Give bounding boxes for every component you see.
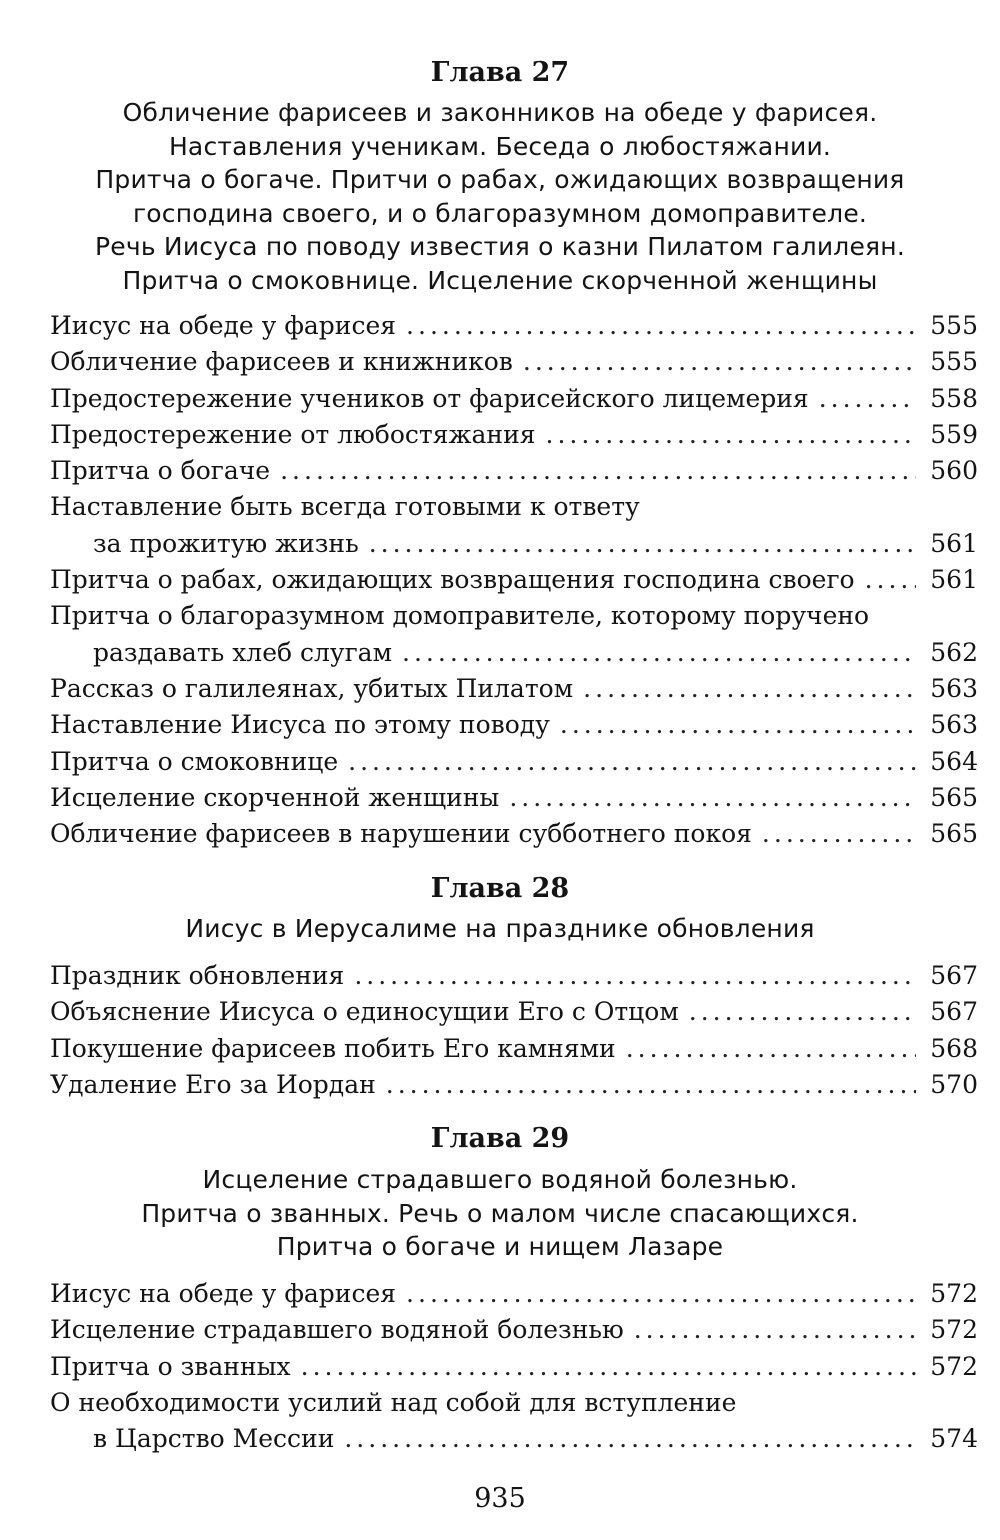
leader-dots — [626, 1031, 916, 1067]
entry-page-number: 559 — [930, 419, 978, 449]
summary-line: господина своего, и о благоразумном домоправителе. — [132, 198, 868, 228]
leader-dots — [865, 562, 916, 598]
entry-page-number: 564 — [930, 746, 978, 776]
summary-line: Притча о смоковнице. Исцеление скорченной женщины — [122, 265, 878, 295]
leader-dots — [402, 635, 916, 671]
entry-page-number: 558 — [930, 383, 978, 413]
toc-entries — [50, 1276, 978, 1457]
entry-page-number: 561 — [930, 528, 978, 558]
toc-entry[interactable] — [50, 308, 978, 344]
leader-dots — [354, 958, 916, 994]
toc-entry[interactable] — [50, 562, 978, 598]
entry-title: Иисус на обеде у фарисея — [50, 1279, 397, 1308]
leader-dots — [509, 780, 916, 816]
entry-page-number: 567 — [930, 997, 978, 1027]
entry-title: Притча о смоковнице — [50, 746, 339, 776]
toc-entry[interactable] — [50, 1276, 978, 1312]
toc-entries — [50, 308, 978, 852]
leader-dots — [560, 707, 916, 743]
entry-title: Обличение фарисеев и книжников — [50, 347, 513, 377]
entry-title: Наставление быть всегда готовыми к ответу — [50, 492, 640, 522]
entry-title: Предостережение учеников от фарисейского лицемерия — [50, 383, 809, 413]
leader-dots — [280, 453, 916, 489]
toc-entry[interactable] — [50, 1385, 978, 1458]
entry-title: Притча о благоразумном домоправителе, которому поручено — [50, 601, 870, 631]
toc-entry[interactable] — [50, 780, 978, 816]
chapter-summary — [0, 912, 1000, 946]
entry-page-number: 572 — [930, 1279, 978, 1308]
toc-entry[interactable] — [50, 816, 978, 852]
leader-dots — [583, 671, 916, 707]
chapter-summary — [0, 96, 1000, 297]
toc-entry[interactable] — [50, 453, 978, 489]
leader-dots — [386, 1067, 916, 1103]
toc-entry[interactable] — [50, 1312, 978, 1348]
entry-title: Исцеление скорченной женщины — [50, 782, 500, 812]
entry-title: Притча о богаче — [50, 456, 271, 486]
leader-dots — [762, 816, 916, 852]
entry-page-number: 565 — [930, 819, 978, 849]
entry-title-continuation: раздавать хлеб слугам — [93, 637, 393, 667]
toc-entry[interactable] — [50, 344, 978, 380]
chapter-title: Глава 28 — [430, 873, 570, 904]
summary-line: Притча о званных. Речь о малом числе спасающихся. — [141, 1198, 859, 1228]
entry-title: Удаление Его за Иордан — [50, 1069, 376, 1099]
summary-line: Исцеление страдавшего водяной болезнью. — [202, 1165, 798, 1194]
leader-dots — [344, 1421, 916, 1457]
entry-page-number: 570 — [930, 1069, 978, 1099]
entry-title: О необходимости усилий над собой для вступление — [50, 1387, 737, 1417]
toc-entry[interactable] — [50, 489, 978, 562]
leader-dots — [301, 1349, 916, 1385]
toc-entry[interactable] — [50, 994, 978, 1030]
entry-title: Обличение фарисеев в нарушении субботнего покоя — [50, 819, 752, 849]
entry-title-continuation: за прожитую жизнь — [93, 528, 359, 558]
entry-page-number: 561 — [930, 565, 978, 595]
summary-line: Наставления ученикам. Беседа о любостяжании. — [168, 131, 832, 161]
entry-title: Покушение фарисеев побить Его камнями — [50, 1033, 616, 1063]
toc-entry[interactable] — [50, 598, 978, 671]
entry-page-number: 572 — [930, 1315, 978, 1345]
summary-line: Притча о богаче и нищем Лазаре — [276, 1232, 724, 1261]
leader-dots — [406, 1276, 916, 1312]
entry-page-number: 565 — [930, 782, 978, 812]
toc-entry[interactable] — [50, 671, 978, 707]
toc-entry[interactable] — [50, 417, 978, 453]
leader-dots — [634, 1312, 916, 1348]
chapter-title: Глава 27 — [430, 57, 570, 88]
entry-title: Иисус на обеде у фарисея — [50, 311, 397, 340]
entry-title: Рассказ о галилеянах, убитых Пилатом — [50, 673, 574, 703]
leader-dots — [406, 308, 916, 344]
chapter-summary — [0, 1163, 1000, 1264]
entry-page-number: 555 — [930, 311, 978, 340]
summary-line: Обличение фарисеев и законников на обеде у фарисея. — [122, 98, 878, 127]
toc-entry[interactable] — [50, 381, 978, 417]
leader-dots — [523, 344, 916, 380]
chapter-title: Глава 29 — [430, 1123, 570, 1154]
summary-line: Притча о богаче. Притчи о рабах, ожидающих возвращения — [95, 165, 905, 194]
toc-entries — [50, 958, 978, 1103]
summary-line: Речь Иисуса по поводу известия о казни Пилатом галилеян. — [95, 232, 905, 261]
toc-entry[interactable] — [50, 744, 978, 780]
summary-line: Иисус в Иерусалиме на празднике обновления — [185, 914, 815, 943]
toc-entry[interactable] — [50, 1067, 978, 1103]
toc-entry[interactable] — [50, 707, 978, 743]
entry-title: Объяснение Иисуса о единосущии Его с Отцом — [50, 997, 679, 1027]
entry-title-continuation: в Царство Мессии — [93, 1424, 335, 1454]
entry-title: Праздник обновления — [50, 961, 345, 990]
entry-page-number: 555 — [930, 347, 978, 377]
leader-dots — [689, 994, 916, 1030]
entry-title: Предостережение от любостяжания — [50, 419, 536, 449]
toc-entry[interactable] — [50, 958, 978, 994]
leader-dots — [369, 526, 916, 562]
leader-dots — [348, 744, 916, 780]
entry-title: Наставление Иисуса по этому поводу — [50, 710, 550, 740]
entry-page-number: 563 — [930, 673, 978, 703]
leader-dots — [546, 417, 916, 453]
entry-page-number: 562 — [930, 637, 978, 667]
entry-page-number: 574 — [930, 1424, 978, 1454]
entry-page-number: 568 — [930, 1033, 978, 1063]
entry-page-number: 567 — [930, 961, 978, 990]
entry-title: Исцеление страдавшего водяной болезнью — [50, 1315, 624, 1345]
page-number: 935 — [474, 1483, 526, 1514]
entry-page-number: 560 — [930, 456, 978, 486]
toc-entry[interactable] — [50, 1031, 978, 1067]
entry-page-number: 563 — [930, 710, 978, 740]
entry-page-number: 572 — [930, 1351, 978, 1381]
toc-entry[interactable] — [50, 1349, 978, 1385]
entry-title: Притча о званных — [50, 1351, 291, 1381]
entry-title: Притча о рабах, ожидающих возвращения господина своего — [50, 565, 855, 595]
leader-dots — [819, 381, 916, 417]
